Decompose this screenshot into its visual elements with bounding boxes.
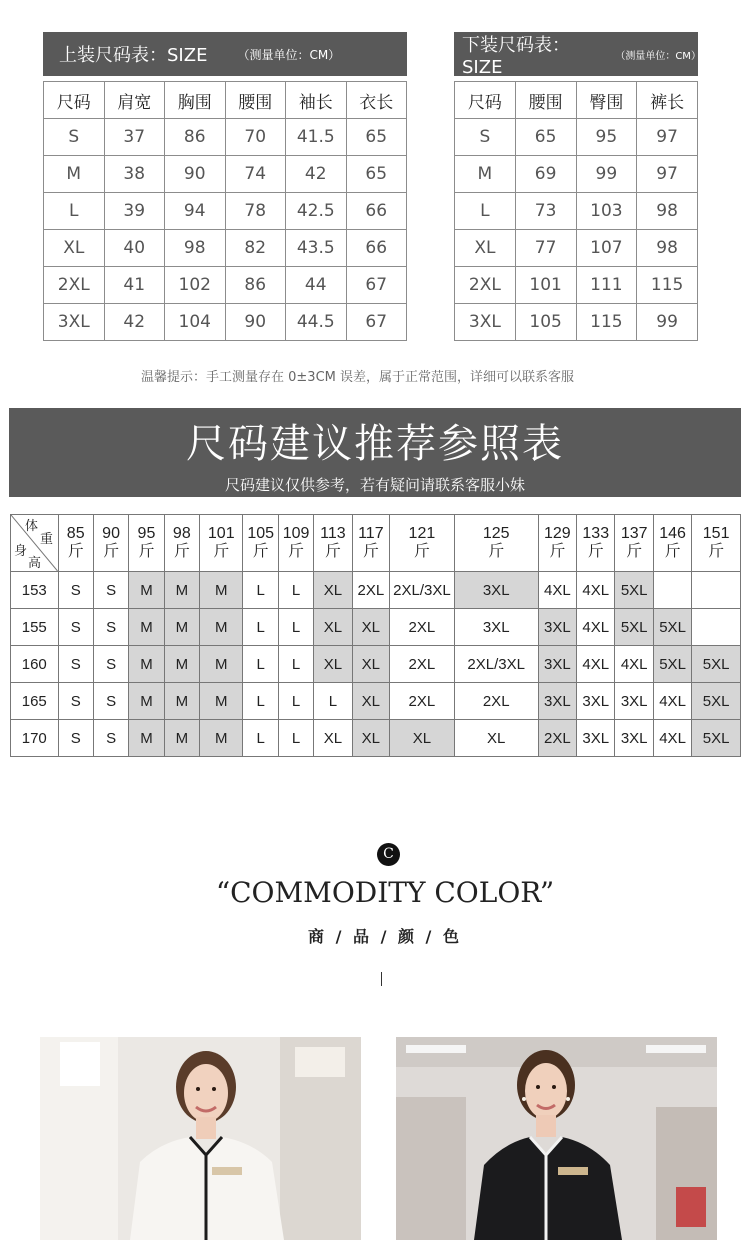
recommend-size-cell: S <box>58 609 93 646</box>
weight-header-cell <box>243 515 278 572</box>
bottoms-header-row <box>455 82 698 119</box>
bottoms-table-cell: 65 <box>515 119 576 156</box>
recommend-size-cell: 3XL <box>577 683 615 720</box>
weight-unit: 斤 <box>549 543 566 560</box>
weight-value: 98 <box>172 525 191 542</box>
tops-table-cell: S <box>44 119 105 156</box>
recommend-size-cell: L <box>278 683 313 720</box>
tops-table-cell: 40 <box>104 230 165 267</box>
recommend-row <box>11 646 741 683</box>
height-cell: 155 <box>11 609 59 646</box>
tops-size-title: 上装尺码表：SIZE <box>59 45 208 66</box>
recommend-size-cell: S <box>93 683 128 720</box>
bottoms-header-cell: 腰围 <box>515 82 576 119</box>
weight-unit: 斤 <box>587 543 604 560</box>
weight-header-cell <box>454 515 538 572</box>
tops-table-cell: 42.5 <box>286 193 347 230</box>
recommend-size-cell: 3XL <box>577 720 615 757</box>
bottoms-table-cell: 98 <box>637 193 698 230</box>
recommend-size-cell: M <box>200 683 243 720</box>
tops-table-cell: 78 <box>225 193 286 230</box>
recommend-size-cell: XL <box>314 720 352 757</box>
recommend-size-cell: XL <box>314 609 352 646</box>
weight-value: 137 <box>620 525 648 542</box>
bottoms-table-cell: 98 <box>637 230 698 267</box>
bottoms-table-cell: L <box>455 193 516 230</box>
recommend-size-cell: 5XL <box>615 609 653 646</box>
tops-header-cell: 衣长 <box>346 82 407 119</box>
tops-table-cell: 3XL <box>44 304 105 341</box>
weight-value: 117 <box>358 525 384 542</box>
bottoms-table-row <box>455 304 698 341</box>
recommend-size-cell: S <box>58 683 93 720</box>
bottoms-table-cell: XL <box>455 230 516 267</box>
weight-header-cell <box>615 515 653 572</box>
weight-unit: 斤 <box>708 543 725 560</box>
recommend-size-cell: XL <box>352 720 389 757</box>
recommend-size-cell: XL <box>454 720 538 757</box>
weight-value: 129 <box>544 525 571 542</box>
black-uniform-model-image <box>396 1037 717 1240</box>
bottoms-table-cell: 73 <box>515 193 576 230</box>
recommend-size-cell: 5XL <box>615 572 653 609</box>
bottoms-table-cell: 103 <box>576 193 637 230</box>
commodity-color-subtitle: 商 / 品 / 颜 / 色 <box>308 927 462 946</box>
recommend-size-cell: L <box>243 683 278 720</box>
recommend-size-cell: XL <box>352 683 389 720</box>
recommend-size-cell: 3XL <box>615 683 653 720</box>
weight-value: 146 <box>659 525 686 542</box>
height-cell: 160 <box>11 646 59 683</box>
tops-table-cell: 42 <box>286 156 347 193</box>
tops-table-cell: 44.5 <box>286 304 347 341</box>
weight-value: 101 <box>207 525 235 542</box>
weight-unit: 斤 <box>362 543 379 560</box>
bottoms-size-table <box>454 32 701 341</box>
tops-table-cell: L <box>44 193 105 230</box>
tops-header-row <box>44 82 407 119</box>
weight-unit: 斤 <box>288 543 305 560</box>
weight-unit: 斤 <box>213 543 230 560</box>
bottoms-table-cell: 99 <box>576 156 637 193</box>
tops-table-cell: 67 <box>346 304 407 341</box>
bottoms-size-header <box>454 32 701 78</box>
recommend-size-cell: S <box>93 646 128 683</box>
recommend-size-cell: 4XL <box>653 720 691 757</box>
recommend-size-cell <box>692 572 741 609</box>
tops-table-cell: 66 <box>346 193 407 230</box>
recommend-size-cell <box>692 609 741 646</box>
weight-value: 95 <box>137 525 156 542</box>
weight-value: 113 <box>320 525 346 542</box>
bottoms-table-cell: 97 <box>637 119 698 156</box>
recommend-size-cell: 3XL <box>538 609 576 646</box>
recommend-size-cell: 2XL/3XL <box>454 646 538 683</box>
weight-header-cell <box>538 515 576 572</box>
tops-table-cell: 43.5 <box>286 230 347 267</box>
recommend-size-cell: 5XL <box>692 683 741 720</box>
recommend-row <box>11 683 741 720</box>
product-photo-black <box>396 1037 717 1240</box>
tops-table-cell: 41.5 <box>286 119 347 156</box>
bottoms-header-cell: 尺码 <box>455 82 516 119</box>
corner-height-a: 身 <box>14 543 28 558</box>
recommend-size-cell: S <box>58 572 93 609</box>
recommend-size-cell: M <box>164 572 199 609</box>
bottoms-size-title: 下装尺码表：SIZE <box>462 34 570 78</box>
recommend-size-cell: M <box>200 609 243 646</box>
recommend-size-cell: L <box>314 683 352 720</box>
recommend-size-cell: 4XL <box>615 646 653 683</box>
weight-value: 109 <box>282 525 310 542</box>
weight-unit: 斤 <box>413 543 430 560</box>
recommend-size-cell: M <box>129 720 164 757</box>
recommend-size-cell: 4XL <box>538 572 576 609</box>
height-cell: 165 <box>11 683 59 720</box>
bottoms-size-unit: （测量单位：CM） <box>615 50 701 62</box>
weight-value: 90 <box>102 525 120 542</box>
c-logo-icon: C <box>377 843 400 866</box>
weight-value: 121 <box>408 525 436 542</box>
tops-size-table <box>43 32 407 341</box>
tops-table-cell: 98 <box>165 230 226 267</box>
tops-size-header <box>43 32 407 76</box>
recommend-size-cell: M <box>164 683 199 720</box>
bottoms-table-cell: M <box>455 156 516 193</box>
weight-unit: 斤 <box>664 543 681 560</box>
bottoms-table-cell: 77 <box>515 230 576 267</box>
bottoms-table-cell: 95 <box>576 119 637 156</box>
weight-header-cell <box>577 515 615 572</box>
tops-table-cell: 102 <box>165 267 226 304</box>
recommend-size-cell: 2XL <box>390 609 455 646</box>
recommend-size-cell: XL <box>390 720 455 757</box>
bottoms-table-cell: 3XL <box>455 304 516 341</box>
tops-table-cell: 41 <box>104 267 165 304</box>
recommend-size-cell: 4XL <box>577 646 615 683</box>
recommend-size-cell: S <box>58 720 93 757</box>
recommend-corner-cell <box>11 515 59 572</box>
recommend-size-cell <box>653 572 691 609</box>
recommend-size-cell: M <box>200 572 243 609</box>
recommend-size-cell: L <box>278 572 313 609</box>
bottoms-header-cell: 裤长 <box>637 82 698 119</box>
height-cell: 170 <box>11 720 59 757</box>
tops-table-row <box>44 156 407 193</box>
recommend-size-cell: 2XL <box>538 720 576 757</box>
recommend-size-cell: 5XL <box>653 646 691 683</box>
weight-header-cell <box>129 515 164 572</box>
weight-header-cell <box>692 515 741 572</box>
tops-table-cell: 90 <box>225 304 286 341</box>
weight-header-cell <box>352 515 389 572</box>
weight-unit: 斤 <box>324 543 341 560</box>
product-photo-white <box>40 1037 361 1240</box>
recommend-row <box>11 609 741 646</box>
weight-unit: 斤 <box>67 543 84 560</box>
tops-table-cell: 104 <box>165 304 226 341</box>
recommend-row <box>11 720 741 757</box>
tops-table-cell: 67 <box>346 267 407 304</box>
recommend-size-cell: 4XL <box>653 683 691 720</box>
recommend-size-cell: L <box>278 720 313 757</box>
bottoms-size-grid <box>454 81 698 341</box>
recommend-size-cell: XL <box>314 646 352 683</box>
recommend-size-cell: 3XL <box>615 720 653 757</box>
bottoms-table-cell: 97 <box>637 156 698 193</box>
tops-table-row <box>44 230 407 267</box>
recommend-banner-title: 尺码建议推荐参照表 <box>186 421 564 467</box>
recommend-size-cell: 4XL <box>577 572 615 609</box>
recommend-banner <box>9 408 741 497</box>
tops-table-cell: XL <box>44 230 105 267</box>
recommend-size-cell: 3XL <box>454 609 538 646</box>
recommend-size-cell: 5XL <box>692 646 741 683</box>
weight-header-cell <box>314 515 352 572</box>
recommend-size-cell: L <box>243 572 278 609</box>
recommend-size-cell: 2XL <box>390 646 455 683</box>
recommend-size-cell: XL <box>352 646 389 683</box>
bottoms-table-cell: 101 <box>515 267 576 304</box>
weight-header-cell <box>58 515 93 572</box>
recommend-size-cell: 3XL <box>538 646 576 683</box>
recommend-size-cell: M <box>200 720 243 757</box>
bottoms-table-cell: 115 <box>576 304 637 341</box>
corner-weight-b: 重 <box>40 531 54 546</box>
tops-table-cell: 66 <box>346 230 407 267</box>
recommend-size-cell: L <box>278 646 313 683</box>
weight-value: 105 <box>247 525 275 542</box>
tops-table-cell: 86 <box>165 119 226 156</box>
bottoms-table-row <box>455 230 698 267</box>
tops-table-cell: 38 <box>104 156 165 193</box>
tops-table-cell: 65 <box>346 156 407 193</box>
bottoms-table-cell: S <box>455 119 516 156</box>
recommend-size-cell: M <box>129 646 164 683</box>
recommend-size-cell: M <box>164 646 199 683</box>
bottoms-header-cell: 臀围 <box>576 82 637 119</box>
corner-height-b: 高 <box>28 555 42 570</box>
commodity-color-title: “COMMODITY COLOR” <box>215 876 555 909</box>
recommend-size-cell: XL <box>352 609 389 646</box>
recommend-size-cell: M <box>129 683 164 720</box>
tops-table-cell: 65 <box>346 119 407 156</box>
recommend-size-cell: 3XL <box>454 572 538 609</box>
recommend-size-cell: S <box>93 572 128 609</box>
recommend-header-row <box>11 515 741 572</box>
tops-header-cell: 胸围 <box>165 82 226 119</box>
tops-header-cell: 尺码 <box>44 82 105 119</box>
recommend-banner-subtitle: 尺码建议仅供参考，若有疑问请联系客服小妹 <box>224 476 525 494</box>
recommend-size-cell: L <box>243 720 278 757</box>
weight-value: 85 <box>66 525 85 542</box>
measurement-tip: 温馨提示：手工测量存在 0±3CM 误差，属于正常范围，详细可以联系客服 <box>141 370 574 385</box>
recommend-size-cell: M <box>164 609 199 646</box>
weight-value: 133 <box>582 525 610 542</box>
recommend-size-cell: L <box>243 646 278 683</box>
bottoms-table-row <box>455 119 698 156</box>
recommend-size-cell: 5XL <box>692 720 741 757</box>
weight-header-cell <box>653 515 691 572</box>
tops-table-cell: 42 <box>104 304 165 341</box>
tops-table-row <box>44 193 407 230</box>
recommend-size-cell: 2XL/3XL <box>390 572 455 609</box>
tops-header-cell: 袖长 <box>286 82 347 119</box>
bottoms-table-cell: 107 <box>576 230 637 267</box>
weight-unit: 斤 <box>173 543 190 560</box>
weight-header-cell <box>93 515 128 572</box>
weight-header-cell <box>390 515 455 572</box>
height-cell: 153 <box>11 572 59 609</box>
tops-header-cell: 肩宽 <box>104 82 165 119</box>
recommend-size-cell: S <box>58 646 93 683</box>
tops-table-cell: 90 <box>165 156 226 193</box>
recommend-row <box>11 572 741 609</box>
tops-table-cell: 74 <box>225 156 286 193</box>
weight-value: 151 <box>702 525 730 542</box>
recommend-size-cell: 5XL <box>653 609 691 646</box>
recommend-size-cell: L <box>278 609 313 646</box>
bottoms-table-row <box>455 193 698 230</box>
divider-line <box>381 972 382 986</box>
tops-header-cell: 腰围 <box>225 82 286 119</box>
tops-table-cell: 39 <box>104 193 165 230</box>
tops-table-cell: 86 <box>225 267 286 304</box>
recommend-size-cell: M <box>164 720 199 757</box>
bottoms-table-cell: 69 <box>515 156 576 193</box>
recommend-size-cell: 2XL <box>454 683 538 720</box>
recommend-size-cell: 4XL <box>577 609 615 646</box>
recommend-size-cell: M <box>200 646 243 683</box>
weight-value: 125 <box>482 525 510 542</box>
weight-header-cell <box>164 515 199 572</box>
tops-table-cell: 82 <box>225 230 286 267</box>
tops-size-grid <box>43 81 407 341</box>
tops-table-row <box>44 119 407 156</box>
bottoms-table-cell: 2XL <box>455 267 516 304</box>
recommend-size-cell: S <box>93 609 128 646</box>
corner-weight-a: 体 <box>25 518 39 533</box>
tops-table-row <box>44 267 407 304</box>
weight-header-cell <box>278 515 313 572</box>
weight-unit: 斤 <box>252 543 269 560</box>
recommend-size-cell: L <box>243 609 278 646</box>
tops-table-cell: 70 <box>225 119 286 156</box>
tops-table-cell: 94 <box>165 193 226 230</box>
tops-table-cell: 37 <box>104 119 165 156</box>
bottoms-table-cell: 111 <box>576 267 637 304</box>
weight-unit: 斤 <box>626 543 643 560</box>
tops-table-row <box>44 304 407 341</box>
recommend-size-cell: M <box>129 572 164 609</box>
recommend-size-cell: 2XL <box>352 572 389 609</box>
recommend-size-cell: S <box>93 720 128 757</box>
size-recommend-table <box>10 514 741 757</box>
bottoms-table-cell: 105 <box>515 304 576 341</box>
weight-unit: 斤 <box>488 543 505 560</box>
bottoms-table-cell: 115 <box>637 267 698 304</box>
recommend-size-cell: XL <box>314 572 352 609</box>
weight-unit: 斤 <box>138 543 155 560</box>
tops-table-cell: 2XL <box>44 267 105 304</box>
bottoms-table-row <box>455 267 698 304</box>
recommend-size-cell: 2XL <box>390 683 455 720</box>
weight-unit: 斤 <box>103 543 120 560</box>
bottoms-table-row <box>455 156 698 193</box>
tops-size-unit: （测量单位：CM） <box>237 47 341 62</box>
recommend-size-cell: M <box>129 609 164 646</box>
recommend-size-cell: 3XL <box>538 683 576 720</box>
white-uniform-model-image <box>40 1037 361 1240</box>
tops-table-cell: 44 <box>286 267 347 304</box>
weight-header-cell <box>200 515 243 572</box>
bottoms-table-cell: 99 <box>637 304 698 341</box>
tops-table-cell: M <box>44 156 105 193</box>
